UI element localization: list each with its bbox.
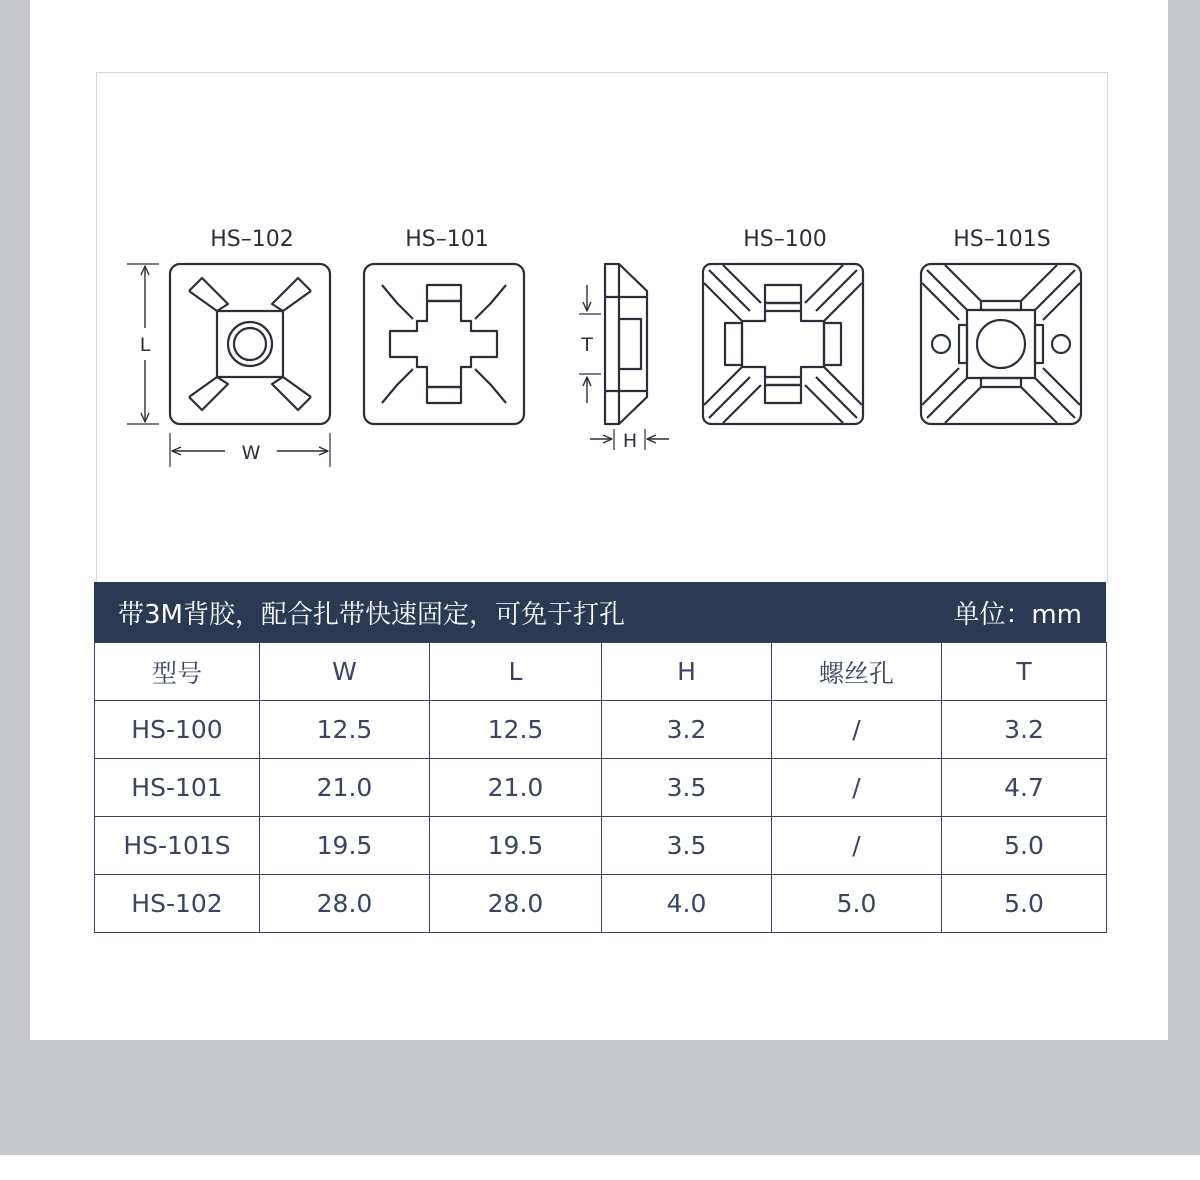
- description-banner: [94, 582, 1106, 642]
- width-dimension: [170, 433, 330, 467]
- caption-hs-101s: HS–101S: [953, 227, 1051, 252]
- cell-l: 21.0: [430, 759, 602, 817]
- table-row: [95, 759, 1107, 817]
- cell-w: 12.5: [260, 701, 430, 759]
- header-w: W: [260, 643, 430, 701]
- height-label: H: [622, 430, 638, 452]
- cell-l: 12.5: [430, 701, 602, 759]
- cell-model: HS-100: [95, 701, 260, 759]
- cell-screw-hole: 5.0: [772, 875, 942, 933]
- cell-model: HS-101S: [95, 817, 260, 875]
- table-row: [95, 701, 1107, 759]
- thickness-label: T: [581, 334, 593, 356]
- header-screw-hole: 螺丝孔: [772, 643, 942, 701]
- cell-t: 3.2: [942, 701, 1107, 759]
- cell-model: HS-101: [95, 759, 260, 817]
- cell-w: 28.0: [260, 875, 430, 933]
- header-model: 型号: [95, 643, 260, 701]
- unit-text: 单位：mm: [953, 599, 1082, 630]
- caption-hs-100: HS–100: [743, 227, 827, 252]
- length-dimension: [127, 264, 159, 424]
- cell-l: 19.5: [430, 817, 602, 875]
- cell-screw-hole: /: [772, 701, 942, 759]
- cell-w: 19.5: [260, 817, 430, 875]
- cell-model: HS-102: [95, 875, 260, 933]
- description-text: 带3M背胶，配合扎带快速固定，可免于打孔: [118, 599, 625, 630]
- table-row: [95, 817, 1107, 875]
- cell-h: 3.5: [602, 759, 772, 817]
- cell-h: 3.2: [602, 701, 772, 759]
- length-label: L: [139, 334, 151, 356]
- table-header-row: [95, 643, 1107, 701]
- cell-t: 5.0: [942, 875, 1107, 933]
- caption-hs-102: HS–102: [210, 227, 294, 252]
- header-h: H: [602, 643, 772, 701]
- hs-100-mount: [703, 264, 863, 424]
- cell-screw-hole: /: [772, 759, 942, 817]
- caption-hs-101: HS–101: [405, 227, 489, 252]
- side-profile: [579, 264, 669, 452]
- cable-tie-mount-drawing: [97, 73, 1107, 583]
- cell-h: 4.0: [602, 875, 772, 933]
- cell-w: 21.0: [260, 759, 430, 817]
- hs-101s-mount: [921, 264, 1081, 424]
- cell-t: 5.0: [942, 817, 1107, 875]
- header-l: L: [430, 643, 602, 701]
- product-sheet: [30, 0, 1168, 1040]
- table-row: [95, 875, 1107, 933]
- cell-l: 28.0: [430, 875, 602, 933]
- width-label: W: [241, 442, 261, 464]
- spec-table: [94, 642, 1107, 933]
- cell-t: 4.7: [942, 759, 1107, 817]
- header-t: T: [942, 643, 1107, 701]
- cell-screw-hole: /: [772, 817, 942, 875]
- bottom-strip: [0, 1155, 1200, 1180]
- cell-h: 3.5: [602, 817, 772, 875]
- figure-frame: [96, 72, 1108, 583]
- hs-101-mount: [364, 264, 524, 424]
- hs-102-mount: [170, 264, 330, 424]
